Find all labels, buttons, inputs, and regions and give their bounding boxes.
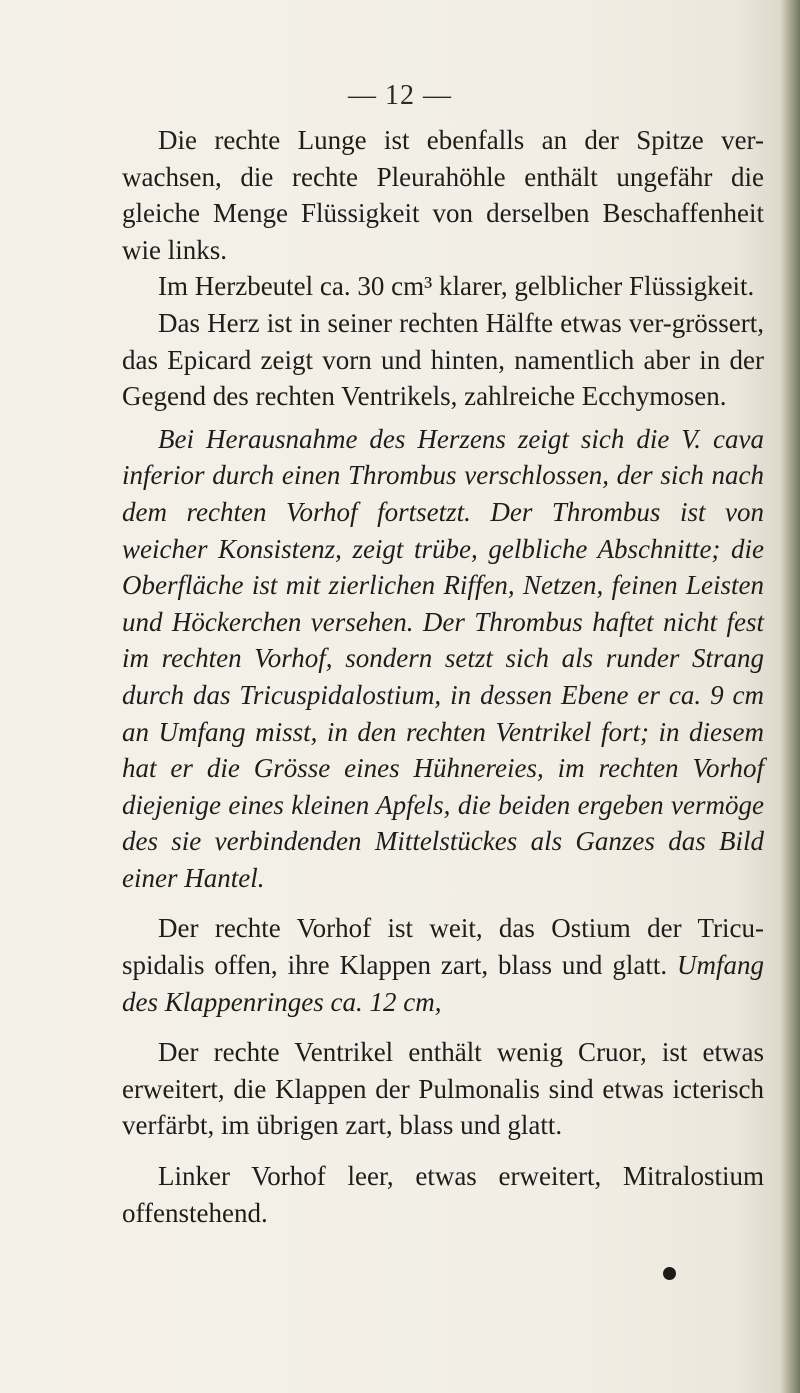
page-number: — 12 — xyxy=(348,80,452,111)
paragraph-lung: Die rechte Lunge ist ebenfalls an der Spitze ver-wachsen, die rechte Pleurahöhle enthält ungefähr die gleiche Menge Flüssigkeit von derselben Beschaffenheit wie links. xyxy=(122,125,764,265)
paragraph-left-atrium: Linker Vorhof leer, etwas erweitert, Mitralostium offenstehend. xyxy=(122,1161,764,1228)
paragraph-heart: Das Herz ist in seiner rechten Hälfte etwas ver-grössert, das Epicard zeigt vorn und hinten, namentlich aber in der Gegend des rechten Ventrikels, zahlreiche Ecchymosen. xyxy=(122,307,764,412)
paragraph-right-ventricle: Der rechte Ventrikel enthält wenig Cruor, ist etwas erweitert, die Klappen der Pulmonalis sind etwas icterisch verfärbt, im übrigen zart, blass und glatt. xyxy=(122,1037,764,1141)
paragraph-right-atrium-text: Der rechte Vorhof ist weit, das Ostium der Tricu-spidalis offen, ihre Klappen zart, blass und glatt. xyxy=(122,913,764,981)
ink-spot xyxy=(663,1267,676,1280)
body-text xyxy=(122,122,764,1231)
page-edge-shadow xyxy=(780,0,800,1393)
paragraph-right-atrium-measure: Umfang des Klappenringes ca. 12 cm, xyxy=(122,950,764,1017)
paragraph-pericardium: Im Herzbeutel ca. 30 cm³ klarer, gelblicher Flüssigkeit. xyxy=(158,271,755,302)
paragraph-right-atrium xyxy=(122,910,764,1020)
paragraph-thrombus: Bei Herausnahme des Herzens zeigt sich die V. cava inferior durch einen Thrombus verschlossen, der sich nach dem rechten Vorhof fortsetzt. Der Thrombus ist von weicher Konsistenz, zeigt trübe, gelbliche Abschnitte; die Oberfläche ist mit zierlichen Riffen, Netzen, feinen Leisten und Höckerchen versehen. Der Thrombus haftet nicht fest im rechten Vorhof, sondern setzt sich als runder Strang durch das Tricuspidalostium, in dessen Ebene er ca. 9 cm an Umfang misst, in den rechten Ventrikel fort; in diesem hat er die Grösse eines Hühnereies, im rechten Vorhof diejenige eines kleinen Apfels, die beiden ergeben vermöge des sie verbindenden Mittelstückes als Ganzes das Bild einer Hantel. xyxy=(122,423,764,893)
